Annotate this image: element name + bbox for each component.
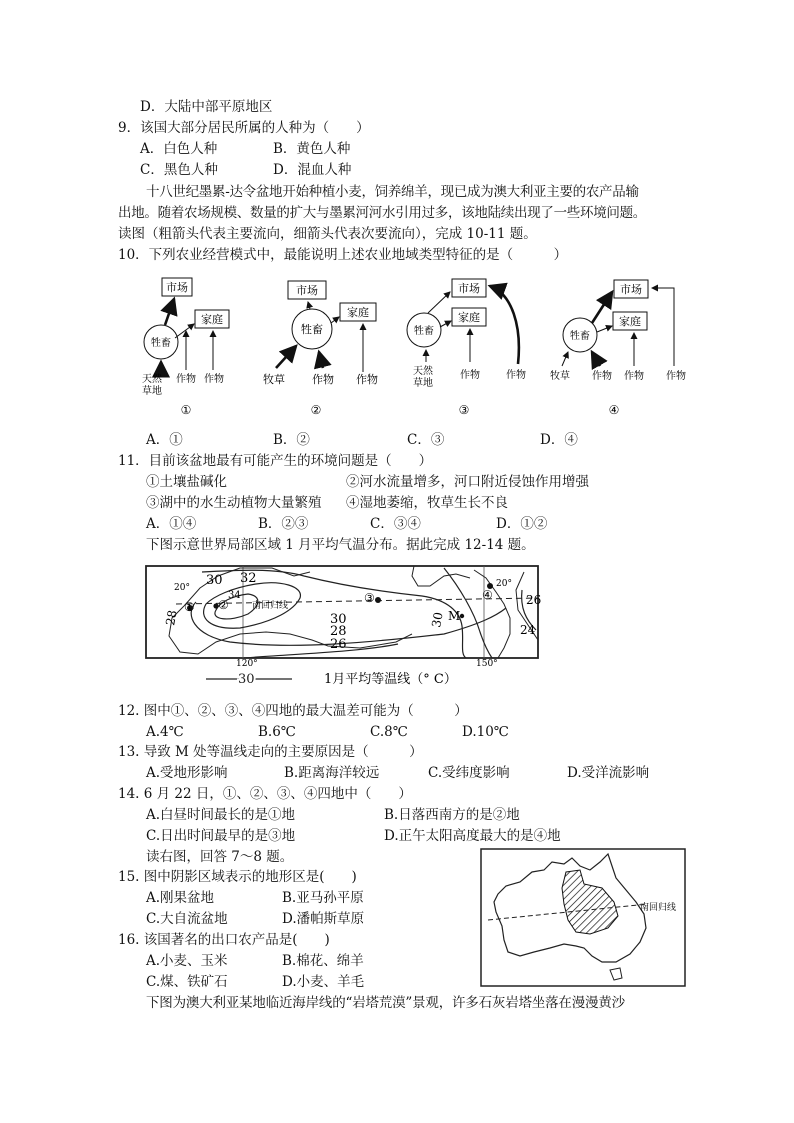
diagram-1 (142, 278, 229, 417)
lbl-20b: 20° (496, 579, 512, 589)
q11-option-b: B．②③ (258, 516, 309, 532)
lbl-26a: 26 (330, 637, 347, 652)
q11-statement-3: ③湖中的水生动植物大量繁殖 (146, 495, 322, 511)
q14-option-d: D.正午太阳高度最大的是④地 (384, 828, 561, 844)
d2-crops-1: 作物 (312, 373, 334, 386)
q13-option-d: D.受洋流影响 (567, 765, 650, 781)
q12-stem: 12. 图中①、②、③、④四地的最大温差可能为（ ） (118, 703, 468, 719)
intro-12-14: 下图示意世界局部区域 1 月平均气温分布。据此完成 12-14 题。 (146, 537, 535, 553)
lbl-p2: ② (218, 598, 229, 612)
diagram-3 (407, 279, 526, 417)
q15-option-d: D.潘帕斯草原 (282, 911, 365, 927)
q12-option-b: B.6℃ (258, 724, 296, 740)
q10-stem: 10．下列农业经营模式中，最能说明上述农业地域类型特征的是（ ） (118, 247, 568, 263)
d3-market: 市场 (458, 282, 480, 295)
q14-option-a: A.白昼时间最长的是①地 (146, 807, 296, 823)
legend-text: 1月平均等温线（° C） (324, 672, 457, 687)
q15-option-b: B.亚马孙平原 (282, 890, 364, 906)
d3-livestock: 牲畜 (414, 326, 434, 337)
legend-value: 30 (238, 672, 255, 687)
lbl-p1: ① (184, 600, 195, 614)
q11-option-c: C．③④ (370, 516, 421, 532)
q10-option-d: D．④ (540, 432, 578, 448)
intro-10-11-line3: 读图（粗箭头代表主要流向，细箭头代表次要流向），完成 10-11 题。 (118, 226, 537, 242)
d2-caption: ② (310, 403, 322, 417)
d1-livestock: 牲畜 (151, 338, 171, 349)
lbl-26b: 26 (526, 593, 542, 607)
d2-pasture: 牧草 (263, 373, 285, 386)
d4-family: 家庭 (619, 315, 641, 328)
d4-crops-3: 作物 (666, 371, 686, 382)
q9-stem: 9．该国大部分居民所属的人种为（ ） (118, 120, 370, 136)
lbl-30b: 30 (330, 612, 347, 627)
q11-statement-1: ①土壤盐碱化 (146, 474, 227, 490)
d2-livestock: 牲畜 (301, 323, 323, 336)
aus-tropic-label: 南回归线 (640, 903, 677, 913)
lbl-lon150: 150° (476, 659, 498, 669)
lbl-32: 32 (240, 571, 257, 586)
q11-statement-4: ④湿地萎缩，牧草生长不良 (346, 495, 508, 511)
d1-caption: ① (180, 403, 192, 417)
lbl-30a: 30 (206, 573, 223, 588)
q13-option-c: C.受纬度影响 (428, 765, 510, 781)
q14-option-c: C.日出时间最早的是③地 (146, 828, 296, 844)
d3-crops-1: 作物 (460, 370, 480, 381)
q9-option-d: D．混血人种 (273, 162, 352, 178)
q14-stem: 14. 6 月 22 日，①、②、③、④四地中（ ） (118, 786, 412, 802)
d3-natural-1: 天然 (413, 366, 433, 377)
q10-option-c: C．③ (407, 432, 445, 448)
q15-option-a: A.刚果盆地 (146, 890, 215, 906)
q15-option-c: C.大自流盆地 (146, 911, 228, 927)
q16-option-c: C.煤、铁矿石 (146, 974, 228, 990)
d4-crops-1: 作物 (592, 371, 612, 382)
lbl-28b: 28 (163, 609, 180, 627)
d1-market: 市场 (166, 281, 188, 294)
d1-crops-2: 作物 (204, 374, 224, 385)
q14-option-b: B.日落西南方的是②地 (384, 807, 520, 823)
q11-stem: 11．目前该盆地最有可能产生的环境问题是（ ） (118, 453, 433, 469)
q13-option-b: B.距离海洋较远 (284, 765, 380, 781)
q12-option-c: C.8℃ (370, 724, 408, 740)
q12-option-d: D.10℃ (462, 724, 509, 740)
q16-option-a: A.小麦、玉米 (146, 953, 228, 969)
q12-option-a: A.4℃ (146, 724, 184, 740)
intro-10-11-line2: 出地。随着农场规模、数量的扩大与墨累河河水引用过多，该地陆续出现了一些环境问题。 (118, 205, 646, 221)
d4-crops-2: 作物 (624, 371, 644, 382)
q13-option-a: A.受地形影响 (146, 765, 228, 781)
d3-caption: ③ (458, 403, 470, 417)
lbl-p4: ④ (482, 588, 493, 602)
lbl-24: 24 (520, 623, 536, 637)
q11-option-a: A．①④ (146, 516, 197, 532)
diagram-2 (263, 281, 378, 417)
australia-map (480, 848, 686, 988)
intro-15-16: 读右图，回答 7～8 题。 (146, 849, 294, 865)
d1-family: 家庭 (201, 313, 223, 326)
q11-option-d: D．①② (496, 516, 548, 532)
lbl-lon120: 120° (236, 659, 258, 669)
q15-stem: 15. 图中阴影区域表示的地形区是( ) (118, 869, 357, 885)
q10-option-a: A．① (146, 432, 183, 448)
d2-market: 市场 (296, 284, 318, 297)
d4-market: 市场 (620, 283, 642, 296)
q9-option-a: A．白色人种 (140, 141, 218, 157)
q13-stem: 13. 导致 M 处等温线走向的主要原因是（ ） (118, 744, 423, 760)
d3-natural-2: 草地 (413, 378, 433, 389)
q10-option-b: B．② (273, 432, 310, 448)
d4-pasture: 牧草 (550, 371, 570, 382)
point-3-dot (375, 597, 381, 603)
q9-option-b: B．黄色人种 (273, 141, 351, 157)
agriculture-mode-diagrams (130, 268, 700, 426)
d1-crops-1: 作物 (176, 374, 196, 385)
d1-natural-2: 草地 (142, 386, 162, 397)
lbl-34: 34 (228, 590, 241, 601)
lbl-p3: ③ (364, 591, 375, 605)
diagram-4 (550, 280, 686, 417)
point-m-dot (460, 614, 464, 618)
q16-stem: 16. 该国著名的出口农产品是( ) (118, 932, 330, 948)
lbl-30c: 30 (429, 611, 446, 629)
q9-option-c: C．黑色人种 (140, 162, 218, 178)
lbl-28a: 28 (330, 624, 347, 639)
q11-statement-2: ②河水流量增多，河口附近侵蚀作用增强 (346, 474, 589, 490)
d2-crops-2: 作物 (356, 373, 378, 386)
q8-option-d: D．大陆中部平原地区 (140, 99, 273, 115)
d3-family: 家庭 (458, 311, 480, 324)
q16-option-b: B.棉花、绵羊 (282, 953, 364, 969)
lbl-m: M (448, 609, 461, 623)
intro-10-11-line1: 十八世纪墨累-达令盆地开始种植小麦，饲养绵羊，现已成为澳大利亚主要的农产品输 (146, 184, 639, 200)
lbl-20a: 20° (174, 583, 190, 593)
closing-text: 下图为澳大利亚某地临近海岸线的“岩塔荒漠”景观，许多石灰岩塔坐落在漫漫黄沙 (146, 995, 625, 1011)
lbl-tropic: 南回归线 (252, 601, 289, 611)
isotherm-map (144, 562, 542, 692)
d1-natural-1: 天然 (142, 374, 162, 385)
d4-caption: ④ (608, 403, 620, 417)
d3-crops-2: 作物 (506, 370, 526, 381)
q16-option-d: D.小麦、羊毛 (282, 974, 365, 990)
d2-family: 家庭 (347, 306, 369, 319)
d4-livestock: 牲畜 (570, 331, 590, 342)
